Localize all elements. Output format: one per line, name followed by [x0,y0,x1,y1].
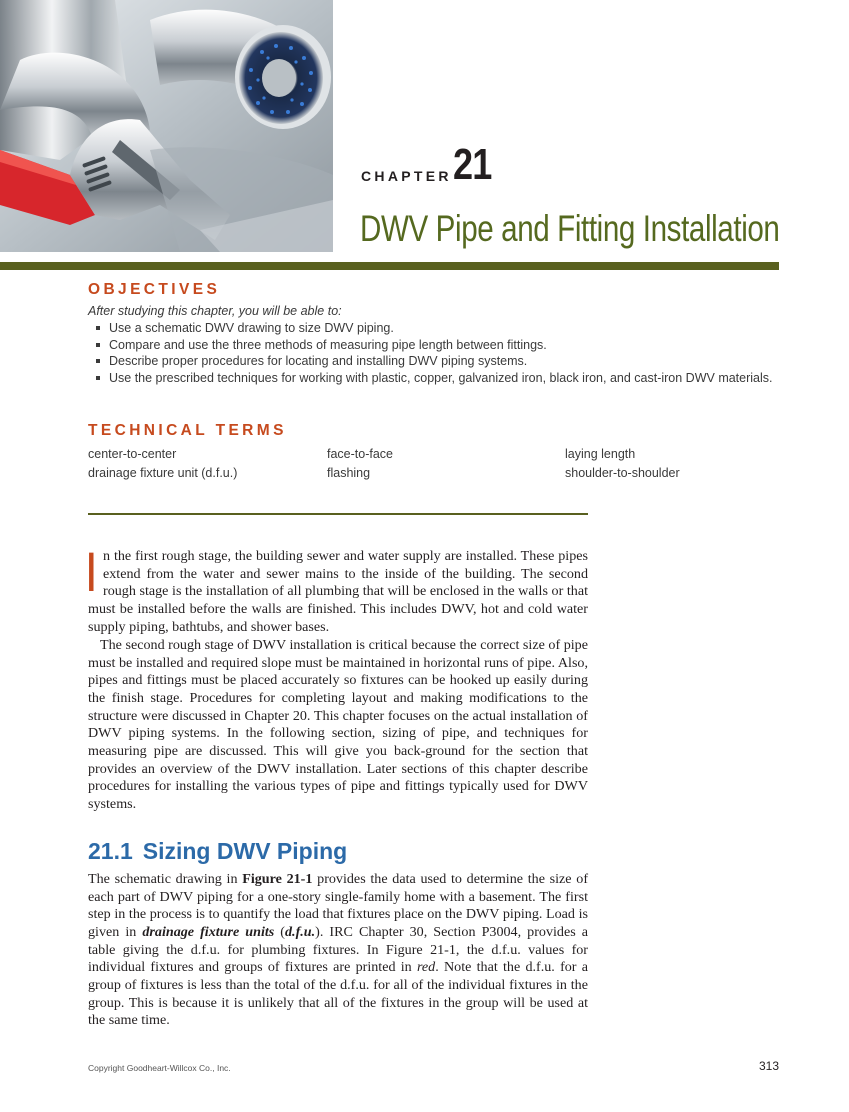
technical-terms-heading: TECHNICAL TERMS [88,422,287,439]
chapter-number: 21 [453,140,492,189]
section-number: 21.1 [88,838,133,864]
objectives-intro: After studying this chapter, you will be able to: [88,304,342,318]
section-paragraph [88,871,588,1030]
section-title: Sizing DWV Piping [142,838,348,864]
intro-paragraph [87,540,588,636]
figure-reference: Figure 21-1 [242,871,313,887]
page-number: 313 [759,1059,780,1073]
header-divider [0,262,779,270]
objective-item: Compare and use the three methods of measuring pipe length between fittings. [96,337,776,354]
term-item: drainage fixture unit (d.f.u.) [88,466,238,480]
technical-term-abbr: d.f.u. [285,923,316,940]
drop-cap: I [87,540,96,603]
term-item: flashing [327,466,371,480]
section-heading [88,838,347,865]
objectives-list [96,320,776,386]
objective-item: Describe proper procedures for locating and installing DWV piping systems. [96,353,776,370]
text-run: provides the data used to determine the size of each part of DWV piping for a one-story single-family home with a basement. The first step in the process is to quantify the load that fixtures place on the DWV piping. Load is given in [88,871,589,940]
objectives-heading: OBJECTIVES [88,281,221,298]
objective-item: Use the prescribed techniques for working with plastic, copper, galvanized iron, black iron, and cast-iron DWV materials. [96,370,776,387]
intro-paragraph-text: n the first rough stage, the building sewer and water supply are installed. These pipes extend from the water and sewer mains to the inside of the building. The second rough stage is the installation of all plumbing that will be enclosed in the walls or that must be installed before the walls are finished. This includes DWV, hot and cold water supply piping, bathtubs, and shower bases. [88,548,588,635]
term-item: center-to-center [88,447,177,461]
copyright-footer: Copyright Goodheart-Willcox Co., Inc. [88,1063,231,1073]
term-item: shoulder-to-shoulder [565,466,680,480]
text-run: . Note that the d.f.u. for a group of fixtures is less than the total of the d.f.u. for all of the individual fixtures in the group. This is because it is unlikely that all of the fixtures in the group will be used at the same time. [88,959,588,1029]
objective-item: Use a schematic DWV drawing to size DWV piping. [96,320,776,337]
chapter-title: DWV Pipe and Fitting Installation [360,208,780,249]
body-paragraph: The second rough stage of DWV installation is critical because the correct size of pipe must be installed and required slope must be maintained in horizontal runs of pipe. Also, pipes and fittings must be placed accurately so fixtures can be hooked up easily during the finish stage. Procedures for completing layout and making modifications to the structure were discussed in Chapter 20. This chapter focuses on the actual installation of DWV piping systems. In the following section, sizing of pipe, and techniques for measuring pipe are discussed. This will give you back-ground for the section that provides an overview of the DWV installation. Later sections of this chapter describe procedures for installing the various types of pipe and fittings typically used for DWV systems. [88,637,588,812]
text-run: The schematic drawing in [88,871,243,887]
faucet-wrench-illustration [0,0,333,252]
text-run: ( [274,923,285,940]
chapter-label: CHAPTER [361,168,452,184]
technical-term: drainage fixture units [142,923,275,940]
body-divider [88,513,588,515]
text-run: ). IRC Chapter 30, Section P3004, provides a table giving the d.f.u. for plumbing fixtures. In Figure 21-1, the d.f.u. values for individual fixtures and groups of fixtures are printed in [88,923,588,976]
emphasis: red [416,959,436,976]
term-item: face-to-face [327,447,394,461]
chapter-hero-photo [0,0,333,252]
term-item: laying length [565,447,636,461]
